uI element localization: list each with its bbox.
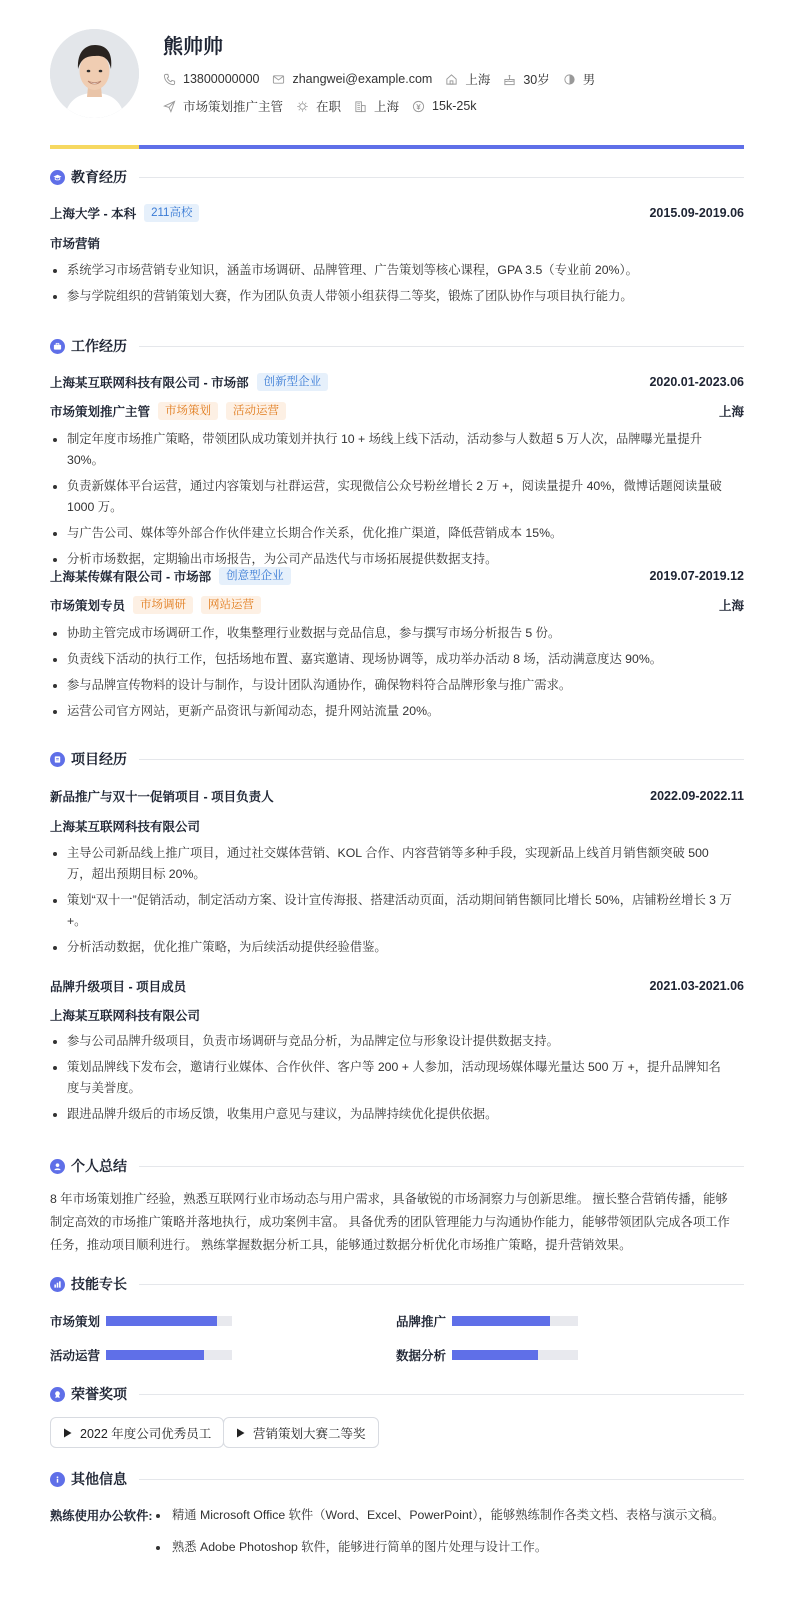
list-item: 跟进品牌升级后的市场反馈，收集用户意见与建议，为品牌持续优化提供依据。 <box>50 1104 732 1125</box>
send-icon <box>163 100 176 113</box>
project-period: 2022.09-2022.11 <box>650 789 744 803</box>
list-item: 主导公司新品线上推广项目，通过社交媒体营销、KOL 合作、内容营销等多种手段，实现新品上线首月销售额突破 500 万，超出预期目标 20%。 <box>50 843 732 885</box>
skill-item <box>396 1346 578 1364</box>
section-title-projects: 项目经历 <box>71 751 127 767</box>
project-name: 品牌升级项目 - 项目成员 <box>50 980 187 994</box>
project-2-header <box>50 977 744 995</box>
job-intent-row <box>163 97 490 115</box>
award-icon <box>50 1387 65 1402</box>
contact-row <box>163 70 608 88</box>
skill-tag: 网站运营 <box>201 596 261 614</box>
skill-bar-fill <box>452 1350 538 1360</box>
header-divider <box>50 145 744 149</box>
education-header <box>50 204 744 222</box>
section-title-other: 其他信息 <box>71 1471 127 1487</box>
section-title-summary: 个人总结 <box>71 1158 127 1174</box>
skill-tag: 市场策划 <box>158 402 218 420</box>
project-company: 上海某互联网科技有限公司 <box>50 820 201 834</box>
skill-tag: 活动运营 <box>226 402 286 420</box>
cake-icon <box>503 73 516 86</box>
project-icon <box>50 752 65 767</box>
skill-bar-fill <box>452 1316 550 1326</box>
skill-bar <box>452 1350 578 1360</box>
major: 市场营销 <box>50 237 101 251</box>
section-work <box>50 336 744 356</box>
email-info <box>272 72 432 86</box>
honor-label: 2022 年度公司优秀员工 <box>80 1426 212 1441</box>
honor-badge <box>50 1417 224 1448</box>
phone-number: 13800000000 <box>183 72 260 86</box>
job-title: 市场策划推广主管 <box>50 405 151 419</box>
skill-bar <box>106 1350 232 1360</box>
project-1-header <box>50 787 744 805</box>
section-other <box>50 1469 744 1489</box>
mail-icon <box>272 73 285 86</box>
employment-status: 在职 <box>316 100 342 114</box>
section-education <box>50 167 744 187</box>
company-name: 上海某互联网科技有限公司 - 市场部 <box>50 376 249 390</box>
project-2-company-row <box>50 1006 744 1024</box>
project-period: 2021.03-2021.06 <box>649 979 744 993</box>
position-info <box>163 97 283 115</box>
skill-tag: 市场调研 <box>133 596 193 614</box>
coin-icon <box>412 100 425 113</box>
list-item: 熟悉 Adobe Photoshop 软件，能够进行简单的图片处理与设计工作。 <box>152 1537 732 1558</box>
work-city-info <box>354 97 399 115</box>
skill-item <box>50 1312 232 1330</box>
education-bullets <box>50 260 732 312</box>
section-title-education: 教育经历 <box>71 169 127 185</box>
honor-badge <box>223 1417 379 1448</box>
list-item: 运营公司官方网站，更新产品资讯与新闻动态，提升网站流量 20%。 <box>50 701 732 722</box>
list-item: 策划“双十一”促销活动，制定活动方案、设计宣传海报、搭建活动页面，活动期间销售额同比增长 50%，店铺粉丝增长 3 万 +。 <box>50 890 732 932</box>
work-2-bullets <box>50 623 732 727</box>
honor-label: 营销策划大赛二等奖 <box>253 1426 366 1441</box>
status-icon <box>296 100 309 113</box>
list-item: 参与品牌宣传物料的设计与制作，与设计团队沟通协作，确保物料符合品牌形象与推广需求。 <box>50 675 732 696</box>
skill-bar-fill <box>106 1316 217 1326</box>
section-summary <box>50 1156 744 1176</box>
list-item: 负责线下活动的执行工作，包括场地布置、嘉宾邀请、现场协调等，成功举办活动 8 场，活动满意度达 90%。 <box>50 649 732 670</box>
work-period: 2019.07-2019.12 <box>649 569 744 583</box>
section-title-honors: 荣誉奖项 <box>71 1386 127 1402</box>
list-item: 参与公司品牌升级项目，负责市场调研与竞品分析，为品牌定位与形象设计提供数据支持。 <box>50 1031 732 1052</box>
skill-bar <box>106 1316 232 1326</box>
gender-info <box>563 70 596 88</box>
project-1-company-row <box>50 817 744 835</box>
phone-info <box>163 72 259 86</box>
other-list <box>152 1505 732 1569</box>
phone-icon <box>163 73 176 86</box>
skill-item <box>50 1346 232 1364</box>
age-info <box>503 70 549 88</box>
skill-name: 数据分析 <box>396 1349 447 1363</box>
list-item: 精通 Microsoft Office 软件（Word、Excel、PowerPoint），能够熟练制作各类文档、表格与演示文稿。 <box>152 1505 732 1526</box>
list-item: 参与学院组织的营销策划大赛，作为团队负责人带领小组获得二等奖，锻炼了团队协作与项目执行能力。 <box>50 286 732 307</box>
skill-bar <box>452 1316 578 1326</box>
section-skills <box>50 1274 744 1294</box>
work-location: 上海 <box>718 405 744 419</box>
play-icon <box>236 1428 245 1438</box>
gender: 男 <box>582 73 596 87</box>
skill-bar-fill <box>106 1350 204 1360</box>
building-icon <box>354 100 367 113</box>
section-title-skills: 技能专长 <box>71 1276 127 1292</box>
school-name: 上海大学 - 本科 <box>50 207 137 221</box>
list-item: 系统学习市场营销专业知识，涵盖市场调研、品牌管理、广告策划等核心课程，GPA 3.5（专业前 20%）。 <box>50 260 732 281</box>
company-name: 上海某传媒有限公司 - 市场部 <box>50 570 212 584</box>
work-city: 上海 <box>374 100 400 114</box>
briefcase-icon <box>50 339 65 354</box>
chart-icon <box>50 1277 65 1292</box>
company-tag: 创新型企业 <box>257 373 329 391</box>
gender-icon <box>563 73 576 86</box>
company-tag: 创意型企业 <box>219 567 291 585</box>
avatar <box>50 29 139 118</box>
project-2-bullets <box>50 1031 732 1130</box>
project-name: 新品推广与双十一促销项目 - 项目负责人 <box>50 790 274 804</box>
expected-salary: 15k-25k <box>432 99 477 113</box>
play-icon <box>63 1428 72 1438</box>
list-item: 协助主管完成市场调研工作，收集整理行业数据与竞品信息，参与撰写市场分析报告 5 份。 <box>50 623 732 644</box>
city-info <box>445 70 490 88</box>
salary-info <box>412 99 476 113</box>
section-title-work: 工作经历 <box>71 338 127 354</box>
work-1-header <box>50 373 744 391</box>
resume-header <box>50 0 744 148</box>
list-item: 与广告公司、媒体等外部合作伙伴建立长期合作关系，优化推广渠道，降低营销成本 15%。 <box>50 523 732 544</box>
info-icon <box>50 1472 65 1487</box>
section-projects <box>50 749 744 769</box>
list-item: 分析活动数据，优化推广策略，为后续活动提供经验借鉴。 <box>50 937 732 958</box>
summary-text: 8 年市场策划推广经验，熟悉互联网行业市场动态与用户需求，具备敏锐的市场洞察力与创新思维。 擅长整合营销传播，能够制定高效的市场推广策略并落地执行，成功案例丰富。 具备优秀的团队管理能力与沟通协作能力，能够带领团队完成各项工作任务，推动项目顺利进行。 熟练掌握数据分析工具，能够通过数据分析优化市场推广策略，提升营销效果。 <box>50 1192 730 1252</box>
skill-name: 品牌推广 <box>396 1315 447 1329</box>
status-info <box>296 97 341 115</box>
education-major-row <box>50 234 744 252</box>
candidate-name: 熊帅帅 <box>163 36 223 58</box>
list-item: 策划品牌线下发布会，邀请行业媒体、合作伙伴、客户等 200 + 人参加，活动现场媒体曝光量达 500 万 +，提升品牌知名度与美誉度。 <box>50 1057 732 1099</box>
work-period: 2020.01-2023.06 <box>649 375 744 389</box>
work-location: 上海 <box>718 599 744 613</box>
user-icon <box>50 1159 65 1174</box>
city: 上海 <box>465 73 491 87</box>
skill-item <box>396 1312 578 1330</box>
other-label: 熟练使用办公软件: <box>50 1509 153 1523</box>
target-position: 市场策划推广主管 <box>183 100 284 114</box>
skill-name: 市场策划 <box>50 1315 101 1329</box>
list-item: 负责新媒体平台运营，通过内容策划与社群运营，实现微信公众号粉丝增长 2 万 +，阅读量提升 40%，微博话题阅读量破 1000 万。 <box>50 476 732 518</box>
list-item: 制定年度市场推广策略，带领团队成功策划并执行 10 + 场线上线下活动，活动参与人数超 5 万人次，品牌曝光量提升 30%。 <box>50 429 732 471</box>
work-1-bullets <box>50 429 732 575</box>
list-item: 分析市场数据，定期输出市场报告，为公司产品迭代与市场拓展提供数据支持。 <box>50 549 732 570</box>
section-honors <box>50 1384 744 1404</box>
project-1-bullets <box>50 843 732 963</box>
home-icon <box>445 73 458 86</box>
job-title: 市场策划专员 <box>50 599 126 613</box>
work-2-header <box>50 567 744 585</box>
skill-name: 活动运营 <box>50 1349 101 1363</box>
graduation-cap-icon <box>50 170 65 185</box>
school-tag: 211高校 <box>144 204 199 222</box>
work-1-title-row <box>50 402 744 420</box>
education-period: 2015.09-2019.06 <box>649 206 744 220</box>
work-2-title-row <box>50 596 744 614</box>
email-address: zhangwei@example.com <box>292 72 433 86</box>
project-company: 上海某互联网科技有限公司 <box>50 1009 201 1023</box>
age: 30岁 <box>523 73 550 87</box>
